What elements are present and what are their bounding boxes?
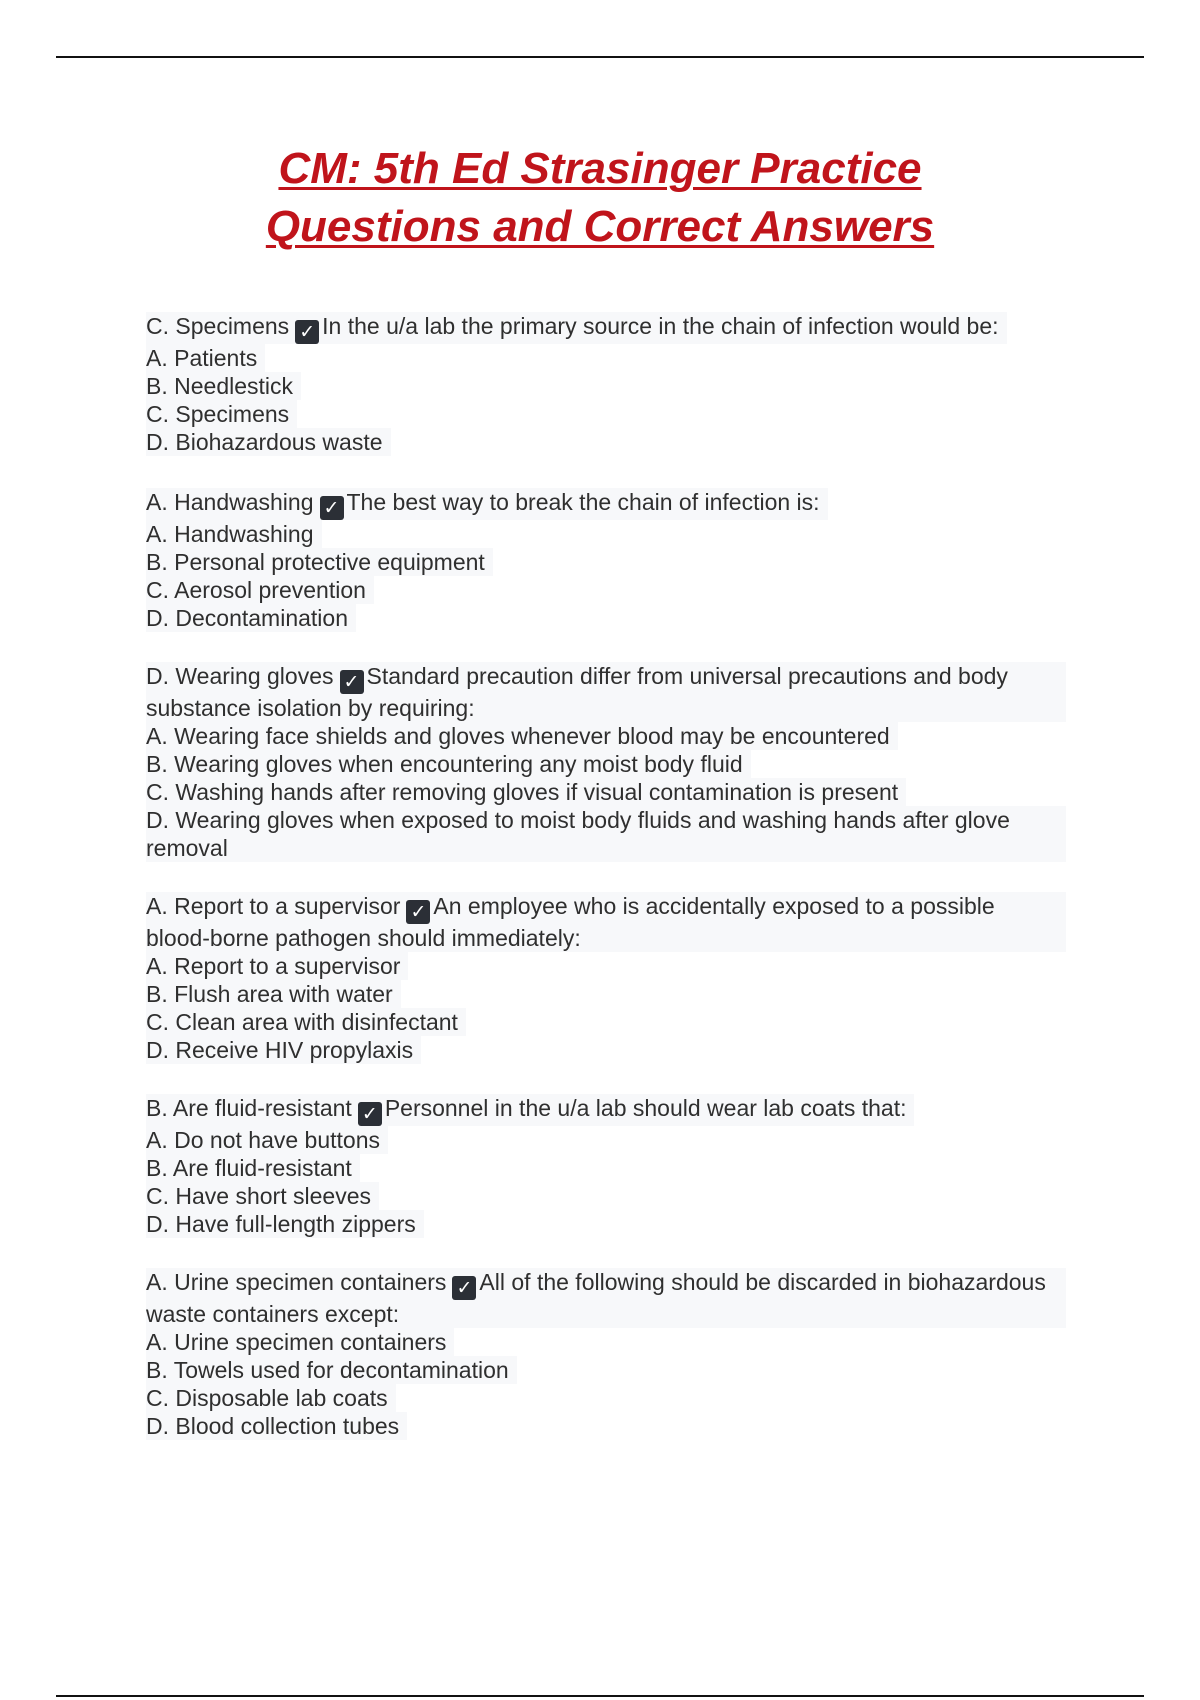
qa-item xyxy=(146,1094,1066,1238)
title-line-2: Questions and Correct Answers xyxy=(265,202,935,251)
option-d: D. Wearing gloves when exposed to moist body fluids and washing hands after glove removal xyxy=(146,806,1066,862)
option-c: C. Have short sleeves xyxy=(146,1182,379,1210)
question-text: Standard precaution differ from universal precautions and body substance isolation by requiring: xyxy=(146,663,1008,721)
qa-item xyxy=(146,312,1066,456)
option-c: C. Washing hands after removing gloves if visual contamination is present xyxy=(146,778,906,806)
top-rule xyxy=(56,56,1144,58)
option-b: B. Flush area with water xyxy=(146,980,401,1008)
check-icon: ✓ xyxy=(358,1102,382,1126)
qa-item xyxy=(146,892,1066,1064)
option-d: D. Receive HIV propylaxis xyxy=(146,1036,421,1064)
question-text: Personnel in the u/a lab should wear lab coats that: xyxy=(384,1095,907,1121)
answer-text: C. Specimens xyxy=(146,313,290,339)
option-c: C. Disposable lab coats xyxy=(146,1384,396,1412)
answer-text: A. Report to a supervisor xyxy=(146,893,401,919)
option-c: C. Clean area with disinfectant xyxy=(146,1008,466,1036)
qa-item xyxy=(146,488,1066,632)
answer-text: A. Urine specimen containers xyxy=(146,1269,447,1295)
answer-text: B. Are fluid-resistant xyxy=(146,1095,352,1121)
qa-prompt xyxy=(146,312,1007,344)
page-title xyxy=(0,140,1200,256)
option-c: C. Aerosol prevention xyxy=(146,576,374,604)
qa-prompt xyxy=(146,1094,914,1126)
qa-prompt xyxy=(146,1268,1066,1328)
option-a: A. Do not have buttons xyxy=(146,1126,388,1154)
qa-prompt xyxy=(146,662,1066,722)
check-icon: ✓ xyxy=(340,670,364,694)
option-a: A. Handwashing xyxy=(146,520,322,548)
question-text: All of the following should be discarded in biohazardous waste containers except: xyxy=(146,1269,1046,1327)
option-c: C. Specimens xyxy=(146,400,297,428)
option-d: D. Have full-length zippers xyxy=(146,1210,424,1238)
option-d: D. Biohazardous waste xyxy=(146,428,391,456)
option-d: D. Decontamination xyxy=(146,604,356,632)
bottom-rule xyxy=(56,1695,1144,1697)
option-b: B. Needlestick xyxy=(146,372,301,400)
check-icon: ✓ xyxy=(320,496,344,520)
option-a: A. Patients xyxy=(146,344,265,372)
qa-prompt xyxy=(146,488,828,520)
check-icon: ✓ xyxy=(406,900,430,924)
option-b: B. Towels used for decontamination xyxy=(146,1356,517,1384)
question-text: In the u/a lab the primary source in the chain of infection would be: xyxy=(322,313,999,339)
option-a: A. Report to a supervisor xyxy=(146,952,408,980)
answer-text: A. Handwashing xyxy=(146,489,314,515)
check-icon: ✓ xyxy=(452,1276,476,1300)
qa-list xyxy=(146,312,1066,1470)
option-b: B. Personal protective equipment xyxy=(146,548,493,576)
option-b: B. Wearing gloves when encountering any moist body fluid xyxy=(146,750,751,778)
check-icon: ✓ xyxy=(295,320,319,344)
title-line-1: CM: 5th Ed Strasinger Practice xyxy=(278,144,922,193)
option-b: B. Are fluid-resistant xyxy=(146,1154,360,1182)
option-d: D. Blood collection tubes xyxy=(146,1412,407,1440)
qa-item xyxy=(146,1268,1066,1440)
qa-item xyxy=(146,662,1066,862)
answer-text: D. Wearing gloves xyxy=(146,663,334,689)
qa-prompt xyxy=(146,892,1066,952)
question-text: An employee who is accidentally exposed to a possible blood-borne pathogen should immediately: xyxy=(146,893,995,951)
option-a: A. Urine specimen containers xyxy=(146,1328,454,1356)
option-a: A. Wearing face shields and gloves whenever blood may be encountered xyxy=(146,722,898,750)
question-text: The best way to break the chain of infection is: xyxy=(346,489,820,515)
